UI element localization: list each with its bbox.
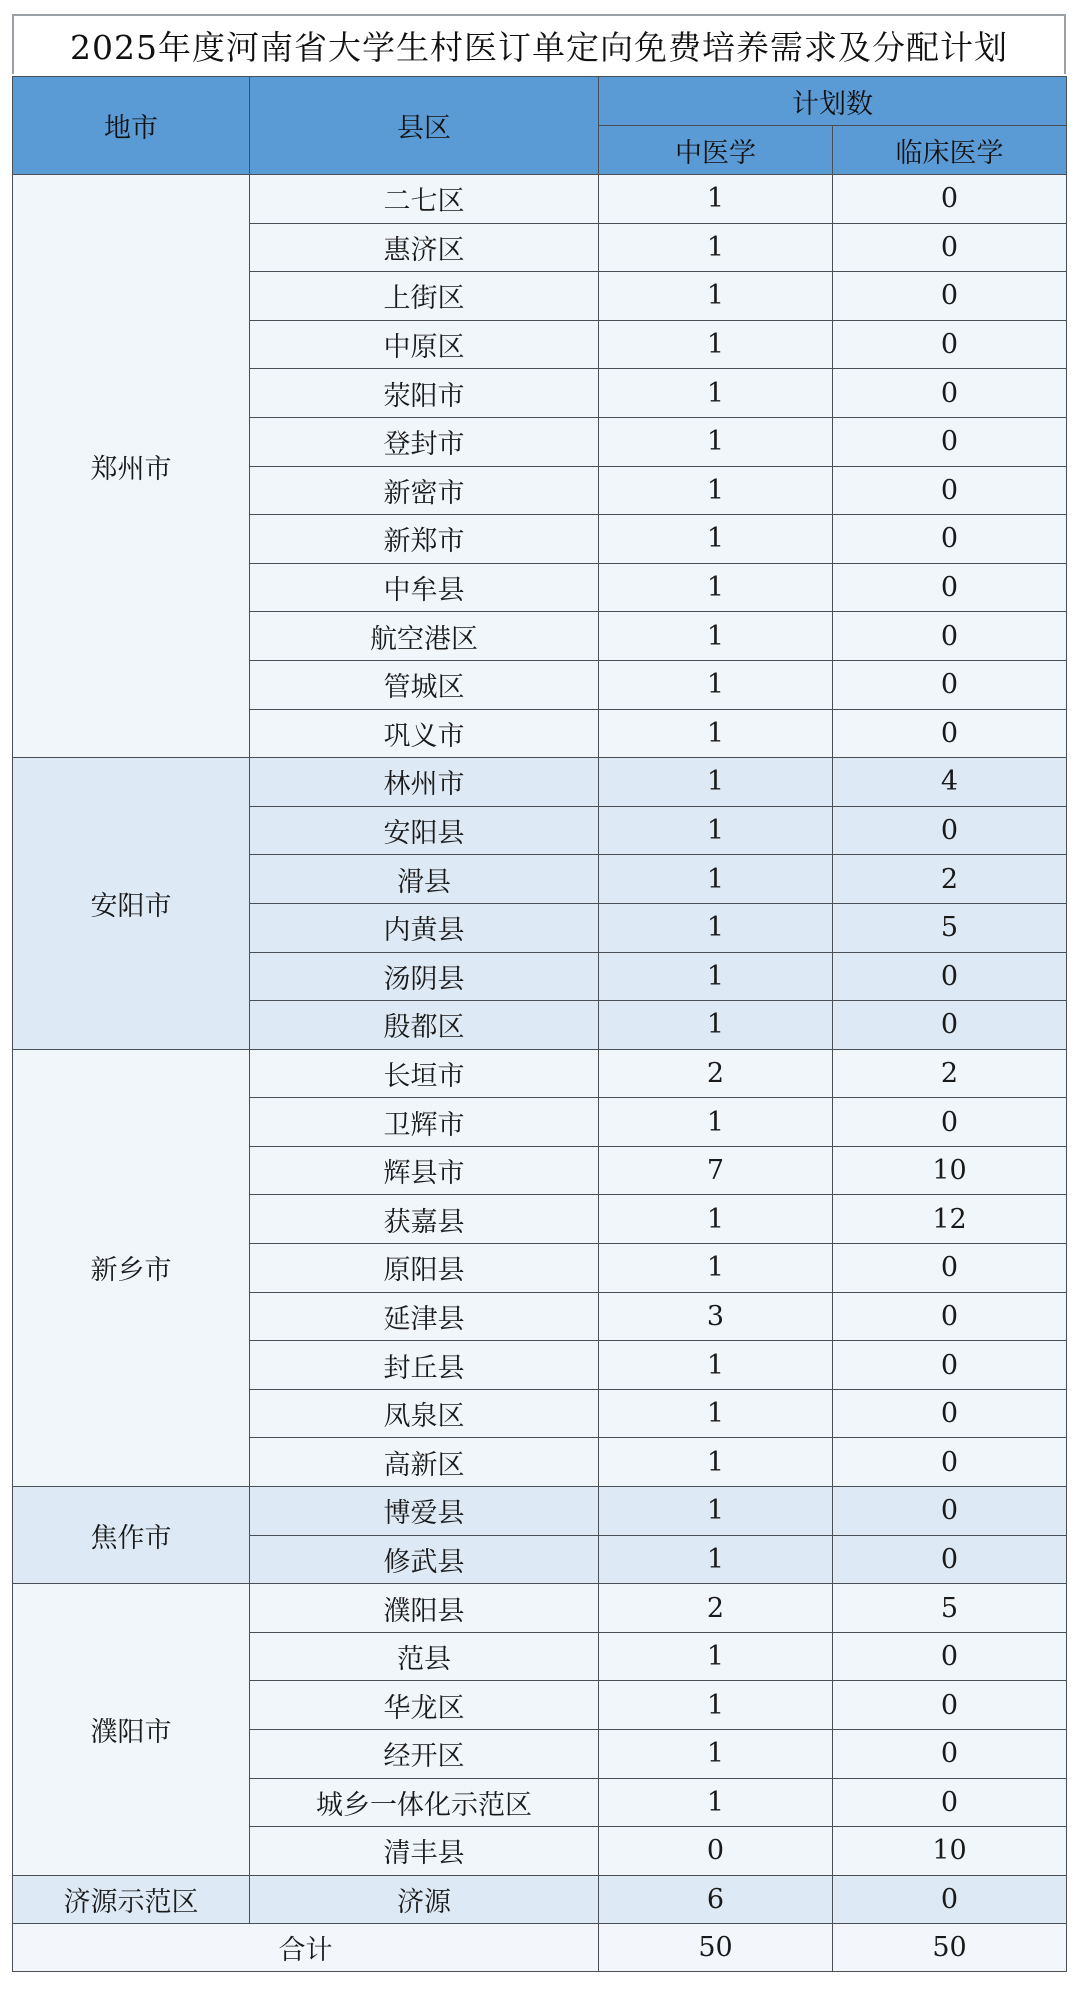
tcm-cell: 1 bbox=[599, 1389, 833, 1438]
county-cell: 上街区 bbox=[250, 272, 599, 321]
county-cell: 原阳县 bbox=[250, 1244, 599, 1293]
county-cell: 二七区 bbox=[250, 175, 599, 224]
tcm-cell: 1 bbox=[599, 175, 833, 224]
city-cell: 安阳市 bbox=[13, 758, 250, 1050]
county-cell: 殷都区 bbox=[250, 1001, 599, 1050]
county-cell: 延津县 bbox=[250, 1292, 599, 1341]
clinical-cell: 10 bbox=[833, 1146, 1067, 1195]
county-cell: 中牟县 bbox=[250, 563, 599, 612]
county-cell: 中原区 bbox=[250, 320, 599, 369]
clinical-cell: 0 bbox=[833, 1778, 1067, 1827]
clinical-cell: 0 bbox=[833, 1341, 1067, 1390]
county-cell: 登封市 bbox=[250, 417, 599, 466]
clinical-cell: 0 bbox=[833, 223, 1067, 272]
header-county: 县区 bbox=[250, 77, 599, 175]
tcm-cell: 1 bbox=[599, 1001, 833, 1050]
clinical-cell: 0 bbox=[833, 1875, 1067, 1924]
clinical-cell: 0 bbox=[833, 272, 1067, 321]
tcm-cell: 1 bbox=[599, 855, 833, 904]
clinical-cell: 4 bbox=[833, 758, 1067, 807]
tcm-cell: 1 bbox=[599, 1244, 833, 1293]
total-clinical: 50 bbox=[833, 1924, 1067, 1972]
county-cell: 新郑市 bbox=[250, 515, 599, 564]
table-body bbox=[13, 175, 1067, 1924]
clinical-cell: 0 bbox=[833, 1292, 1067, 1341]
clinical-cell: 2 bbox=[833, 1049, 1067, 1098]
city-cell: 新乡市 bbox=[13, 1049, 250, 1486]
tcm-cell: 1 bbox=[599, 515, 833, 564]
county-cell: 惠济区 bbox=[250, 223, 599, 272]
tcm-cell: 1 bbox=[599, 1487, 833, 1536]
clinical-cell: 0 bbox=[833, 806, 1067, 855]
tcm-cell: 1 bbox=[599, 1098, 833, 1147]
tcm-cell: 1 bbox=[599, 1632, 833, 1681]
county-cell: 高新区 bbox=[250, 1438, 599, 1487]
tcm-cell: 1 bbox=[599, 806, 833, 855]
header-tcm: 中医学 bbox=[599, 126, 833, 175]
county-cell: 华龙区 bbox=[250, 1681, 599, 1730]
total-tcm: 50 bbox=[599, 1924, 833, 1972]
county-cell: 航空港区 bbox=[250, 612, 599, 661]
clinical-cell: 0 bbox=[833, 612, 1067, 661]
county-cell: 城乡一体化示范区 bbox=[250, 1778, 599, 1827]
county-cell: 清丰县 bbox=[250, 1827, 599, 1876]
county-cell: 滑县 bbox=[250, 855, 599, 904]
tcm-cell: 1 bbox=[599, 903, 833, 952]
county-cell: 获嘉县 bbox=[250, 1195, 599, 1244]
table-row bbox=[13, 175, 1067, 224]
county-cell: 新密市 bbox=[250, 466, 599, 515]
header-plan: 计划数 bbox=[599, 77, 1067, 126]
county-cell: 汤阴县 bbox=[250, 952, 599, 1001]
table-row bbox=[13, 1584, 1067, 1633]
clinical-cell: 12 bbox=[833, 1195, 1067, 1244]
tcm-cell: 1 bbox=[599, 272, 833, 321]
tcm-cell: 1 bbox=[599, 952, 833, 1001]
city-cell: 济源示范区 bbox=[13, 1875, 250, 1924]
city-cell: 焦作市 bbox=[13, 1487, 250, 1584]
tcm-cell: 1 bbox=[599, 1778, 833, 1827]
tcm-cell: 1 bbox=[599, 417, 833, 466]
city-cell: 濮阳市 bbox=[13, 1584, 250, 1876]
tcm-cell: 1 bbox=[599, 660, 833, 709]
clinical-cell: 0 bbox=[833, 1244, 1067, 1293]
clinical-cell: 0 bbox=[833, 466, 1067, 515]
header-city: 地市 bbox=[13, 77, 250, 175]
tcm-cell: 1 bbox=[599, 466, 833, 515]
tcm-cell: 0 bbox=[599, 1827, 833, 1876]
tcm-cell: 2 bbox=[599, 1584, 833, 1633]
tcm-cell: 1 bbox=[599, 758, 833, 807]
tcm-cell: 1 bbox=[599, 612, 833, 661]
clinical-cell: 0 bbox=[833, 1632, 1067, 1681]
clinical-cell: 0 bbox=[833, 1487, 1067, 1536]
tcm-cell: 1 bbox=[599, 1195, 833, 1244]
tcm-cell: 1 bbox=[599, 369, 833, 418]
county-cell: 范县 bbox=[250, 1632, 599, 1681]
county-cell: 林州市 bbox=[250, 758, 599, 807]
clinical-cell: 0 bbox=[833, 1438, 1067, 1487]
table-header bbox=[13, 77, 1067, 175]
county-cell: 博爱县 bbox=[250, 1487, 599, 1536]
table-row bbox=[13, 758, 1067, 807]
header-clinical: 临床医学 bbox=[833, 126, 1067, 175]
clinical-cell: 2 bbox=[833, 855, 1067, 904]
table-title: 2025年度河南省大学生村医订单定向免费培养需求及分配计划 bbox=[12, 14, 1066, 74]
county-cell: 济源 bbox=[250, 1875, 599, 1924]
tcm-cell: 6 bbox=[599, 1875, 833, 1924]
table-row bbox=[13, 1875, 1067, 1924]
table-row bbox=[13, 1487, 1067, 1536]
tcm-cell: 1 bbox=[599, 709, 833, 758]
county-cell: 管城区 bbox=[250, 660, 599, 709]
tcm-cell: 1 bbox=[599, 223, 833, 272]
tcm-cell: 1 bbox=[599, 320, 833, 369]
clinical-cell: 0 bbox=[833, 1001, 1067, 1050]
tcm-cell: 1 bbox=[599, 1438, 833, 1487]
county-cell: 卫辉市 bbox=[250, 1098, 599, 1147]
county-cell: 濮阳县 bbox=[250, 1584, 599, 1633]
tcm-cell: 1 bbox=[599, 1341, 833, 1390]
clinical-cell: 0 bbox=[833, 1389, 1067, 1438]
clinical-cell: 0 bbox=[833, 1098, 1067, 1147]
county-cell: 长垣市 bbox=[250, 1049, 599, 1098]
city-cell: 郑州市 bbox=[13, 175, 250, 758]
clinical-cell: 0 bbox=[833, 660, 1067, 709]
clinical-cell: 0 bbox=[833, 1535, 1067, 1584]
clinical-cell: 0 bbox=[833, 1730, 1067, 1779]
allocation-table bbox=[12, 76, 1067, 1972]
clinical-cell: 0 bbox=[833, 1681, 1067, 1730]
tcm-cell: 1 bbox=[599, 1730, 833, 1779]
total-row bbox=[13, 1924, 1067, 1972]
clinical-cell: 0 bbox=[833, 515, 1067, 564]
clinical-cell: 0 bbox=[833, 952, 1067, 1001]
clinical-cell: 5 bbox=[833, 1584, 1067, 1633]
county-cell: 安阳县 bbox=[250, 806, 599, 855]
table-footer bbox=[13, 1924, 1067, 1972]
county-cell: 经开区 bbox=[250, 1730, 599, 1779]
county-cell: 修武县 bbox=[250, 1535, 599, 1584]
tcm-cell: 1 bbox=[599, 1681, 833, 1730]
clinical-cell: 10 bbox=[833, 1827, 1067, 1876]
county-cell: 内黄县 bbox=[250, 903, 599, 952]
clinical-cell: 0 bbox=[833, 320, 1067, 369]
clinical-cell: 0 bbox=[833, 417, 1067, 466]
clinical-cell: 0 bbox=[833, 369, 1067, 418]
county-cell: 凤泉区 bbox=[250, 1389, 599, 1438]
county-cell: 荥阳市 bbox=[250, 369, 599, 418]
tcm-cell: 1 bbox=[599, 1535, 833, 1584]
tcm-cell: 7 bbox=[599, 1146, 833, 1195]
tcm-cell: 2 bbox=[599, 1049, 833, 1098]
clinical-cell: 5 bbox=[833, 903, 1067, 952]
clinical-cell: 0 bbox=[833, 563, 1067, 612]
tcm-cell: 1 bbox=[599, 563, 833, 612]
clinical-cell: 0 bbox=[833, 709, 1067, 758]
clinical-cell: 0 bbox=[833, 175, 1067, 224]
total-label: 合计 bbox=[13, 1924, 599, 1972]
county-cell: 辉县市 bbox=[250, 1146, 599, 1195]
county-cell: 封丘县 bbox=[250, 1341, 599, 1390]
county-cell: 巩义市 bbox=[250, 709, 599, 758]
tcm-cell: 3 bbox=[599, 1292, 833, 1341]
table-row bbox=[13, 1049, 1067, 1098]
